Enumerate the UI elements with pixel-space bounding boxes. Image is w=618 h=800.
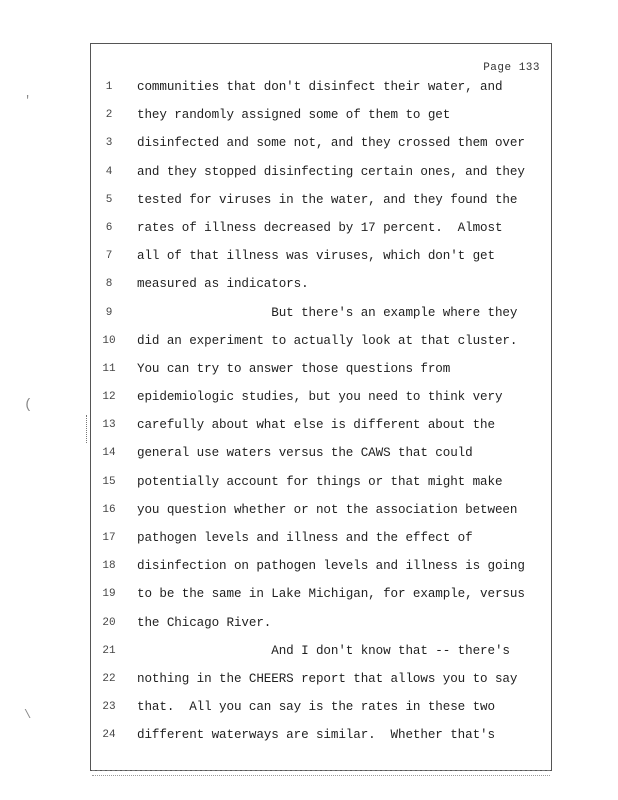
line-number: 14: [102, 447, 116, 460]
line-number: 15: [102, 475, 116, 488]
line-number: 22: [102, 672, 116, 685]
line-number: 1: [105, 81, 113, 93]
transcript-line: communities that don't disinfect their water, and: [137, 80, 503, 94]
margin-tick-mark: [86, 415, 88, 443]
line-number: 2: [105, 109, 113, 122]
line-number: 10: [102, 334, 116, 347]
transcript-line: disinfected and some not, and they crossed them over: [137, 136, 525, 151]
line-number: 17: [102, 532, 116, 544]
transcript-line: the Chicago River.: [137, 615, 272, 630]
line-number: 18: [102, 560, 116, 573]
line-number: 23: [102, 701, 116, 714]
line-number-column: [98, 77, 120, 754]
transcript-line: they randomly assigned some of them to get: [137, 108, 451, 123]
transcript-line: general use waters versus the CAWS that could: [137, 446, 473, 461]
transcript-line: all of that illness was viruses, which don't get: [137, 249, 495, 264]
line-number: 12: [102, 391, 116, 404]
line-number: 20: [102, 616, 116, 629]
transcript-line: disinfection on pathogen levels and illness is going: [137, 559, 525, 574]
transcript-line: epidemiologic studies, but you need to think very: [137, 390, 503, 405]
transcript-line: and they stopped disinfecting certain ones, and they: [137, 164, 525, 179]
line-number: 7: [105, 250, 113, 263]
line-number: 5: [105, 193, 113, 206]
transcript-line: that. All you can say is the rates in these two: [137, 700, 495, 715]
margin-scan-mark: \: [24, 708, 32, 722]
transcript-line: pathogen levels and illness and the effect of: [137, 531, 473, 545]
margin-scan-mark: ': [24, 94, 32, 108]
line-number: 19: [102, 588, 116, 601]
transcript-line: nothing in the CHEERS report that allows you to say: [137, 671, 518, 686]
transcript-line: rates of illness decreased by 17 percent. Almost: [137, 220, 503, 235]
page-number: Page 133: [483, 62, 540, 74]
transcript-line: different waterways are similar. Whether that's: [137, 728, 495, 743]
line-number: 4: [105, 165, 113, 178]
line-number: 24: [102, 729, 116, 742]
transcript-line: measured as indicators.: [137, 277, 309, 292]
transcript-line: carefully about what else is different about the: [137, 418, 495, 433]
transcript-text-column: [137, 77, 552, 754]
line-number: 13: [102, 419, 116, 432]
line-number: 3: [105, 137, 113, 150]
transcript-line: tested for viruses in the water, and they found the: [137, 192, 518, 207]
transcript-line: to be the same in Lake Michigan, for example, versus: [137, 587, 525, 602]
transcript-line: did an experiment to actually look at that cluster.: [137, 333, 518, 348]
line-number: 8: [105, 278, 113, 291]
line-number: 16: [102, 503, 116, 516]
transcript-line: And I don't know that -- there's: [137, 643, 510, 658]
margin-scan-mark: (: [24, 397, 33, 413]
line-number: 21: [102, 644, 116, 657]
transcript-line: you question whether or not the association between: [137, 502, 518, 517]
transcript-line: But there's an example where they: [137, 305, 518, 320]
line-number: 6: [105, 221, 113, 234]
line-number: 11: [102, 362, 116, 375]
page-bottom-border: [92, 770, 550, 776]
transcript-line: potentially account for things or that might make: [137, 474, 503, 489]
transcript-line: You can try to answer those questions from: [137, 361, 451, 376]
line-number: 9: [105, 306, 113, 319]
